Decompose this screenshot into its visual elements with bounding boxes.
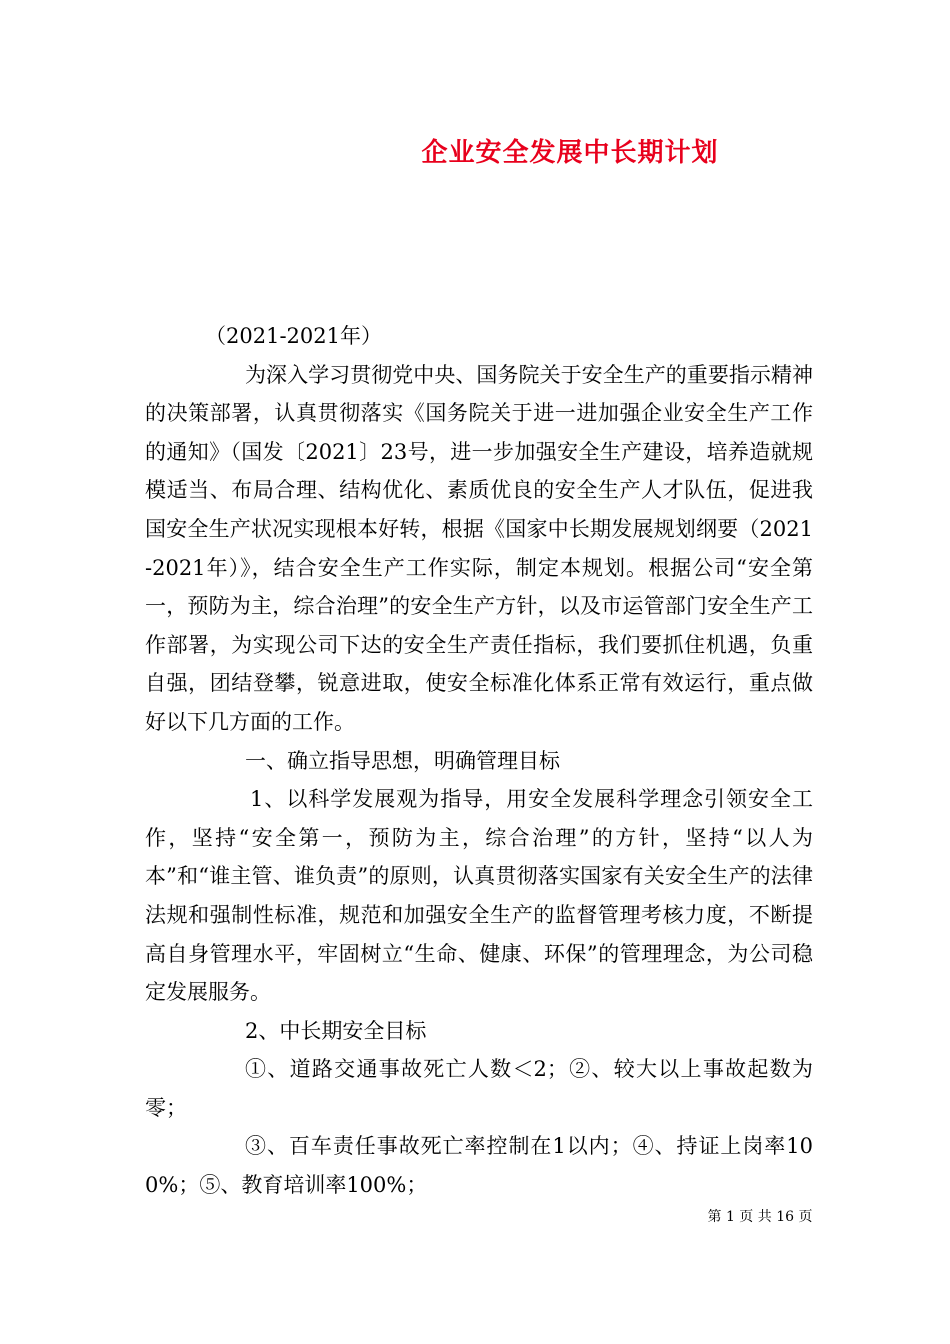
page-number: 第 1 页 共 16 页	[707, 1209, 813, 1225]
paragraph-guiding-principle: 1、以科学发展观为指导，用安全发展科学理念引领安全工作，坚持“安全第一，预防为主，综合治理”的方针，坚持“以人为本”和“谁主管、谁负责”的原则，认真贯彻落实国家有关安全生产的法律法规和强制性标准，规范和加强安全生产的监督管理考核力度，不断提高自身管理水平，牢固树立“生命、健康、环保”的管理理念，为公司稳定发展服务。	[145, 787, 813, 1005]
paragraph-target-1: ①、道路交通事故死亡人数＜2；②、较大以上事故起数为零；	[145, 1057, 813, 1120]
subsection-heading-2: 2、中长期安全目标	[245, 1018, 427, 1043]
document-title: 企业安全发展中长期计划	[421, 138, 719, 168]
section-heading-1: 一、确立指导思想，明确管理目标	[245, 748, 560, 773]
document-body	[145, 317, 813, 1205]
paragraph-target-2: ③、百车责任事故死亡率控制在1以内；④、持证上岗率100%；⑤、教育培训率100%；	[145, 1134, 813, 1198]
paragraph-intro: 为深入学习贯彻党中央、国务院关于安全生产的重要指示精神的决策部署，认真贯彻落实《国务院关于进一进加强企业安全生产工作的通知》（国发〔2021〕23号，进一步加强安全生产建设，培养造就规模适当、布局合理、结构优化、素质优良的安全生产人才队伍，促进我国安全生产状况实现根本好转，根据《国家中长期发展规划纲要（2021-2021年）》，结合安全生产工作实际，制定本规划。根据公司“安全第一，预防为主，综合治理”的安全生产方针，以及市运管部门安全生产工作部署，为实现公司下达的安全生产责任指标，我们要抓住机遇，负重自强，团结登攀，锐意进取，使安全标准化体系正常有效运行，重点做好以下几方面的工作。	[145, 362, 813, 734]
paragraph-date-range: （2021-2021年）	[205, 324, 382, 348]
